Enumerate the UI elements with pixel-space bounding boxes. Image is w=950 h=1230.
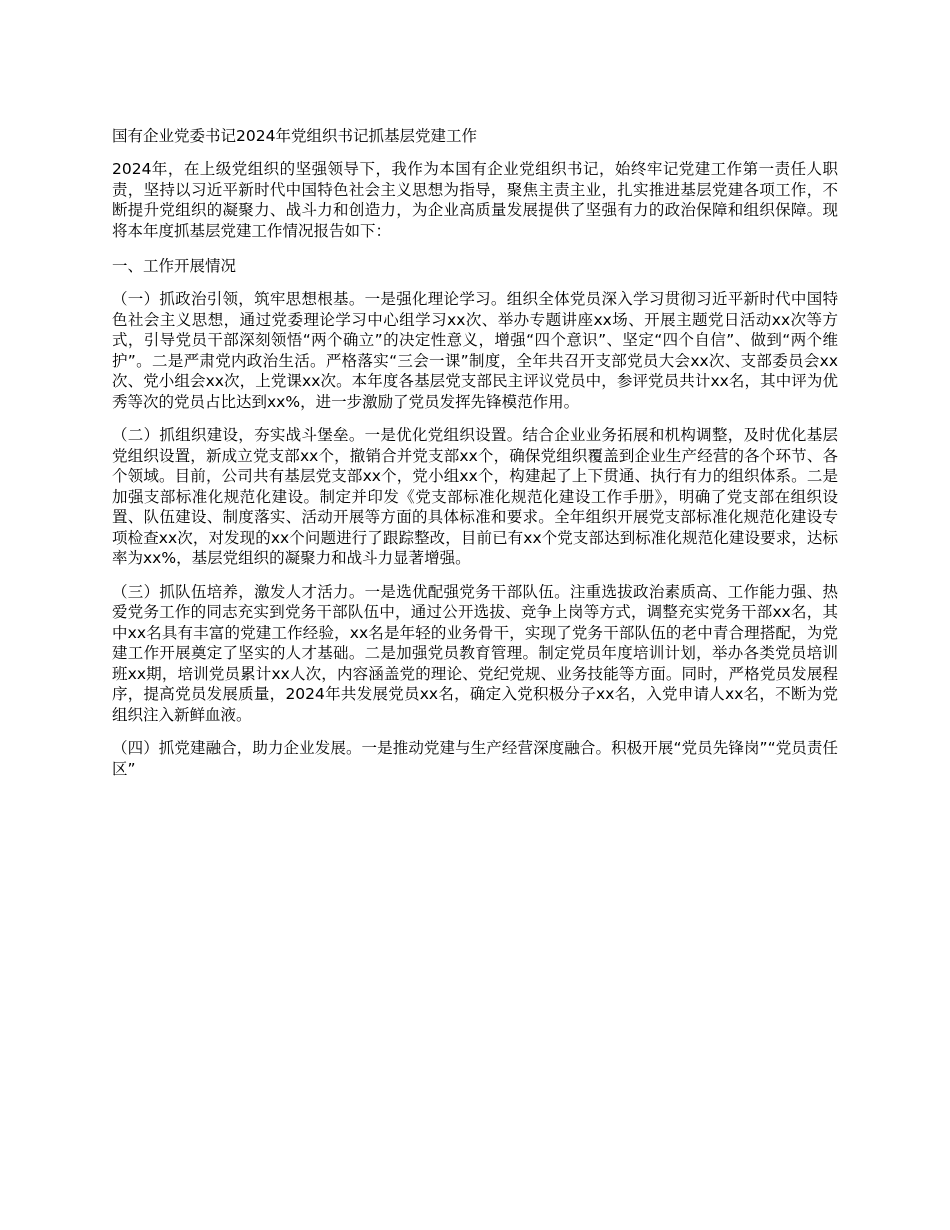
paragraph-political-guidance: （一）抓政治引领，筑牢思想根基。一是强化理论学习。组织全体党员深入学习贯彻习近平新时代中国特色社会主义思想，通过党委理论学习中心组学习xx次、举办专题讲座xx场、开展主题党日活动xx次等方式，引导党员干部深刻领悟“两个确立”的决定性意义，增强“四个意识”、坚定“四个自信”、做到“两个维护”。二是严肃党内政治生活。严格落实“三会一课”制度，全年共召开支部党员大会xx次、支部委员会xx次、党小组会xx次，上党课xx次。本年度各基层党支部民主评议党员中，参评党员共计xx名，其中评为优秀等次的党员占比达到xx%，进一步激励了党员发挥先锋模范作用。	[112, 290, 838, 411]
document-title: 国有企业党委书记2024年党组织书记抓基层党建工作	[112, 127, 477, 145]
paragraph-party-integration: （四）抓党建融合，助力企业发展。一是推动党建与生产经营深度融合。积极开展“党员先锋岗”“党员责任区”	[112, 739, 838, 778]
paragraph-team-cultivation: （三）抓队伍培养，激发人才活力。一是选优配强党务干部队伍。注重选拔政治素质高、工作能力强、热爱党务工作的同志充实到党务干部队伍中，通过公开选拔、竞争上岗等方式，调整充实党务干部xx名，其中xx名具有丰富的党建工作经验，xx名是年轻的业务骨干，实现了党务干部队伍的老中青合理搭配，为党建工作开展奠定了坚实的人才基础。二是加强党员教育管理。制定党员年度培训计划，举办各类党员培训班xx期，培训党员累计xx人次，内容涵盖党的理论、党纪党规、业务技能等方面。同时，严格党员发展程序，提高党员发展质量，2024年共发展党员xx名，确定入党积极分子xx名，入党申请人xx名，不断为党组织注入新鲜血液。	[112, 582, 838, 724]
paragraph-organization-building: （二）抓组织建设，夯实战斗堡垒。一是优化党组织设置。结合企业业务拓展和机构调整，及时优化基层党组织设置，新成立党支部xx个，撤销合并党支部xx个，确保党组织覆盖到企业生产经营的各个环节、各个领域。目前，公司共有基层党支部xx个，党小组xx个，构建起了上下贯通、执行有力的组织体系。二是加强支部标准化规范化建设。制定并印发《党支部标准化规范化建设工作手册》，明确了党支部在组织设置、队伍建设、制度落实、活动开展等方面的具体标准和要求。全年组织开展党支部标准化规范化建设专项检查xx次，对发现的xx个问题进行了跟踪整改，目前已有xx个党支部达到标准化规范化建设要求，达标率为xx%，基层党组织的凝聚力和战斗力显著增强。	[112, 426, 838, 567]
intro-paragraph: 2024年，在上级党组织的坚强领导下，我作为本国有企业党组织书记，始终牢记党建工作第一责任人职责，坚持以习近平新时代中国特色社会主义思想为指导，聚焦主责主业，扎实推进基层党建各项工作，不断提升党组织的凝聚力、战斗力和创造力，为企业高质量发展提供了坚强有力的政治保障和组织保障。现将本年度抓基层党建工作情况报告如下：	[112, 160, 838, 240]
section-heading: 一、工作开展情况	[112, 257, 237, 275]
